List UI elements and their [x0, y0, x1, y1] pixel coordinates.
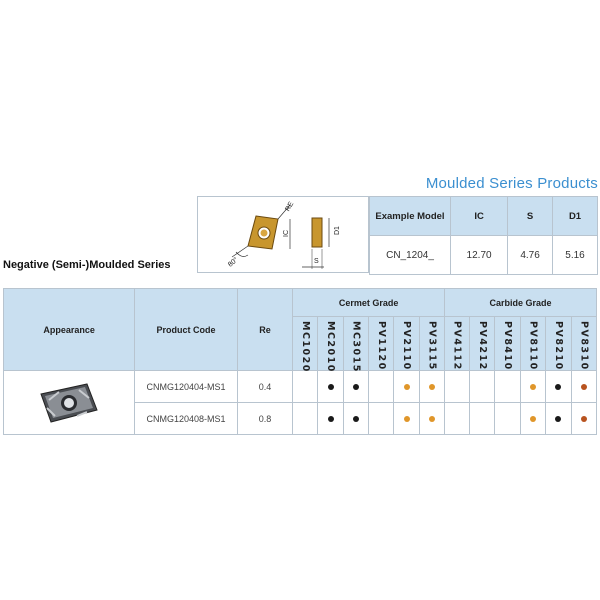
grade-header: [343, 317, 368, 371]
availability-dot: [429, 416, 435, 422]
grade-header: [369, 317, 394, 371]
grade-availability-cell: [445, 371, 470, 403]
d1-label: D1: [334, 226, 341, 235]
series-title: Moulded Series Products: [425, 175, 598, 192]
grade-label: PV8410: [502, 321, 514, 371]
grade-header: [445, 317, 470, 371]
availability-dot: [555, 416, 561, 422]
header-carbide-grade: Carbide Grade: [445, 289, 597, 317]
grade-availability-cell: [394, 403, 419, 435]
grade-availability-cell: [546, 371, 571, 403]
grade-availability-cell: [571, 403, 596, 435]
availability-dot: [353, 416, 359, 422]
grade-header: [495, 317, 520, 371]
spec-value-ic: 12.70: [451, 236, 508, 275]
grade-label: MC2010: [325, 321, 337, 373]
availability-dot: [530, 416, 536, 422]
product-code-cell: CNMG120408-MS1: [135, 403, 238, 435]
grade-header: [546, 317, 571, 371]
appearance-cell: [4, 371, 135, 435]
re-label: RE: [284, 200, 296, 213]
grade-availability-cell: [470, 403, 495, 435]
spec-header-ic: IC: [451, 197, 508, 236]
header-re: Re: [237, 289, 293, 371]
grade-header: [293, 317, 318, 371]
availability-dot: [429, 384, 435, 390]
grade-label: PV1120: [375, 321, 387, 371]
availability-dot: [555, 384, 561, 390]
grade-header: [318, 317, 343, 371]
grade-availability-cell: [495, 371, 520, 403]
grade-header: [419, 317, 444, 371]
grade-availability-cell: [445, 403, 470, 435]
grade-availability-cell: [520, 371, 545, 403]
availability-dot: [353, 384, 359, 390]
spec-header-s: S: [508, 197, 553, 236]
availability-dot: [530, 384, 536, 390]
grade-label: MC1020: [299, 321, 311, 373]
grade-label: PV4212: [476, 321, 488, 371]
grade-availability-cell: [293, 403, 318, 435]
re-cell: 0.4: [237, 371, 293, 403]
insert-side-view: [312, 218, 322, 247]
grade-header: [470, 317, 495, 371]
availability-dot: [581, 416, 587, 422]
grade-availability-cell: [394, 371, 419, 403]
grade-availability-cell: [419, 371, 444, 403]
grade-availability-cell: [571, 371, 596, 403]
availability-dot: [581, 384, 587, 390]
section-title: Negative (Semi-)Moulded Series: [3, 259, 171, 271]
grade-availability-cell: [546, 403, 571, 435]
insert-product-image: [29, 374, 109, 430]
grade-availability-cell: [495, 403, 520, 435]
insert-diagram: [197, 196, 369, 273]
insert-shape: [248, 216, 278, 249]
grade-header: [394, 317, 419, 371]
grade-availability-cell: [318, 403, 343, 435]
grade-label: PV8310: [578, 321, 590, 371]
spec-value-model: CN_1204_: [370, 236, 451, 275]
grade-label: MC3015: [350, 321, 362, 373]
grade-label: PV3115: [426, 321, 438, 371]
grade-label: PV4112: [451, 321, 463, 371]
grade-availability-cell: [419, 403, 444, 435]
grade-header: [520, 317, 545, 371]
spec-header-d1: D1: [553, 197, 598, 236]
spec-value-s: 4.76: [508, 236, 553, 275]
angle-label: 80°: [227, 256, 240, 269]
availability-dot: [404, 384, 410, 390]
re-cell: 0.8: [237, 403, 293, 435]
grade-availability-cell: [318, 371, 343, 403]
ic-label: IC: [283, 230, 290, 237]
insert-drawing: [198, 197, 370, 274]
header-appearance: Appearance: [4, 289, 135, 371]
grade-label: PV8210: [552, 321, 564, 371]
product-table: [3, 288, 597, 435]
grade-availability-cell: [293, 371, 318, 403]
s-label: S: [314, 258, 319, 265]
product-code-cell: CNMG120404-MS1: [135, 371, 238, 403]
availability-dot: [328, 416, 334, 422]
grade-availability-cell: [343, 403, 368, 435]
grade-label: PV2110: [401, 321, 412, 371]
spec-value-d1: 5.16: [553, 236, 598, 275]
grade-availability-cell: [470, 371, 495, 403]
grade-availability-cell: [369, 403, 394, 435]
grade-header: [571, 317, 596, 371]
availability-dot: [328, 384, 334, 390]
availability-dot: [404, 416, 410, 422]
grade-availability-cell: [343, 371, 368, 403]
spec-table: [369, 196, 598, 275]
spec-header-model: Example Model: [370, 197, 451, 236]
header-product-code: Product Code: [135, 289, 238, 371]
grade-availability-cell: [520, 403, 545, 435]
grade-label: PV8110: [527, 321, 539, 371]
grade-availability-cell: [369, 371, 394, 403]
table-row: [4, 371, 597, 403]
header-cermet-grade: Cermet Grade: [293, 289, 445, 317]
